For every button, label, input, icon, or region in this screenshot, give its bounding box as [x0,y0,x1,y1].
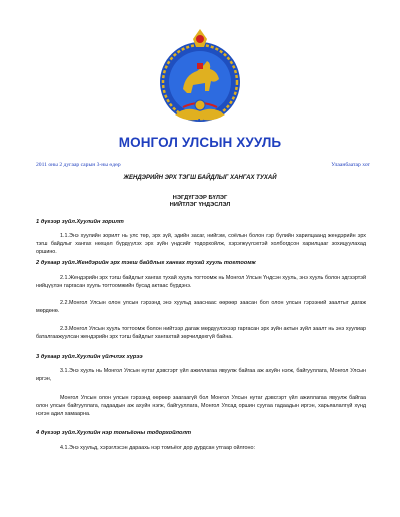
article-heading: 2 дугаар зүйл.Жендэрийн эрх тэгш байдлыг хангах тухай хууль тогтоомж [36,260,256,266]
article-heading: 3 дугаар зүйл.Хуулийн үйлчлэх хүрээ [36,354,143,360]
document-title: МОНГОЛ УЛСЫН ХУУЛЬ [118,135,282,150]
part-title: НИЙТЛЭГ ҮНДЭСЛЭЛ [169,202,231,208]
state-emblem [155,27,245,127]
article-heading: 4 дүгээр зүйл.Хуулийн нэр томъёоны тодорхойлолт [36,430,192,436]
document-date: 2011 оны 2 дугаар сарын 3-ны өдөр [36,162,121,168]
article-paragraph: 2.1.Жендэрийн эрх тэгш байдлыг хангах тухай хууль тогтоомж нь Монгол Улсын Үндсэн хууль, энэ хууль болон эдгээртэй нийцүүлэн гаргасан хууль тогтоомжийн бусад актаас бүрдэнэ. [36,275,366,289]
document-place: Улаанбаатар хот [331,162,370,168]
article-paragraph: Монгол Улсын олон улсын гэрээнд өөрөөр заагаагүй бол Монгол Улсын нутаг дэвсгэрт үйл ажиллагаа явуулж байгаа олон улсын байгууллага, гадаадын аж ахуйн нэгж, байгууллага, Монгол Улсад оршин суугаа гадаадын иргэн, харьяалалгүй хүнд нэгэн адил хамаарна. [36,395,366,417]
article-heading: 1 дүгээр зүйл.Хуулийн зорилт [36,219,124,225]
article-paragraph: 1.1.Энэ хуулийн зорилт нь улс төр, эрх зүй, эдийн засаг, нийгэм, соёлын болон гэр бүлийн харилцаанд жендэрийн эрх тэгш байдлыг хангах нөхцөл бүрдүүлэх эрх зүйн үндсийг тодорхойлж, хэрэгжүүлэхтэй холбогдсон харилцааг зохицуулахад оршино. [36,233,366,255]
law-name: ЖЕНДЭРИЙН ЭРХ ТЭГШ БАЙДЛЫГ ХАНГАХ ТУХАЙ [123,175,277,181]
article-paragraph: 3.1.Энэ хууль нь Монгол Улсын нутаг дэвсгэрт үйл ажиллагаа явуулж байгаа аж ахуйн нэгж, байгууллага, Монгол Улсын иргэн, [36,368,366,382]
article-paragraph: 4.1.Энэ хуульд, хэрэглэсэн дараахь нэр томъёог дор дурдсан утгаар ойлгоно: [60,445,255,451]
part-number: НЭГДҮГЭЭР БҮЛЭГ [172,195,228,201]
article-paragraph: 2.2.Монгол Улсын олон улсын гэрээнд энэ хуульд зааснаас өөрөөр заасан бол олон улсын гэрээний заалтыг дагаж мөрдөнө. [36,300,366,314]
article-paragraph: 2.3.Монгол Улсын хууль тогтоомж болон нийтээр дагаж мөрдүүлэхээр гаргасан эрх зүйн актын зүйл заалт нь энэ хуулиар баталгаажуулсан жендэрийн эрх тэгш байдлыг хангахтай зөрчилдөхгүй байна. [36,326,366,340]
